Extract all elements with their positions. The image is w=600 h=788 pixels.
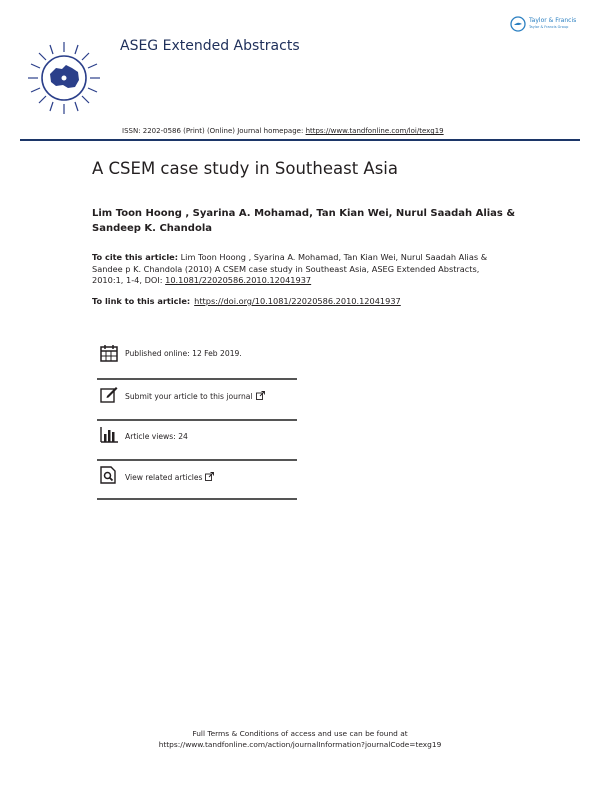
submit-article-label: Submit your article to this journal (125, 392, 253, 401)
journal-homepage-link[interactable]: https://www.tandfonline.com/loi/texg19 (305, 127, 444, 135)
authors (92, 206, 532, 236)
article-title: A CSEM case study in Southeast Asia (92, 159, 399, 178)
calendar-icon (100, 344, 118, 362)
footer (0, 728, 600, 750)
published-online: Published online: 12 Feb 2019. (125, 349, 242, 358)
footer-terms-link[interactable]: https://www.tandfonline.com/action/journalInformation?journalCode=texg19 (158, 740, 442, 749)
row-divider (97, 459, 297, 461)
issn-text: ISSN: 2202-0586 (Print) (Online) Journal homepage: (122, 127, 306, 135)
doi-link[interactable]: 10.1081/22020586.2010.12041937 (165, 275, 312, 285)
authors-line-2: Sandeep K. Chandola (92, 223, 212, 234)
link-label: To link to this article: (92, 296, 191, 306)
cite-text: Lim Toon Hoong , Syarina A. Mohamad, Tan Kian Wei, Nurul Saadah Alias & Sandee p K. Chandola (2010) A CSEM case study in Southeast Asia, ASEG Extended Abstracts, 2010:1, 1-4, DOI: (92, 252, 488, 285)
citation (92, 252, 512, 287)
row-divider (97, 378, 297, 380)
row-divider (97, 498, 297, 500)
related-articles-link[interactable] (125, 472, 214, 482)
submit-article-link[interactable] (125, 391, 265, 401)
external-link-icon (205, 472, 214, 481)
society-logo (26, 38, 102, 118)
taylor-francis-logo (510, 15, 586, 35)
cite-label: To cite this article: (92, 252, 178, 262)
journal-title: ASEG Extended Abstracts (120, 38, 300, 54)
article-link[interactable]: https://doi.org/10.1081/22020586.2010.12041937 (194, 296, 401, 306)
search-document-icon (100, 466, 118, 484)
article-link-line (92, 296, 401, 306)
authors-line-1: Lim Toon Hoong , Syarina A. Mohamad, Tan Kian Wei, Nurul Saadah Alias & (92, 208, 516, 219)
article-views: Article views: 24 (125, 432, 188, 441)
row-divider (97, 419, 297, 421)
issn-line (122, 127, 444, 135)
external-link-icon (256, 391, 265, 400)
header-divider (20, 139, 580, 141)
edit-icon (100, 385, 118, 403)
publisher-logo-subtext: Taylor & Francis Group (529, 25, 569, 29)
bar-chart-icon (100, 426, 118, 444)
related-articles-label: View related articles (125, 473, 203, 482)
footer-terms-text: Full Terms & Conditions of access and use can be found at (192, 729, 408, 738)
publisher-logo-text: Taylor & Francis (529, 17, 577, 24)
